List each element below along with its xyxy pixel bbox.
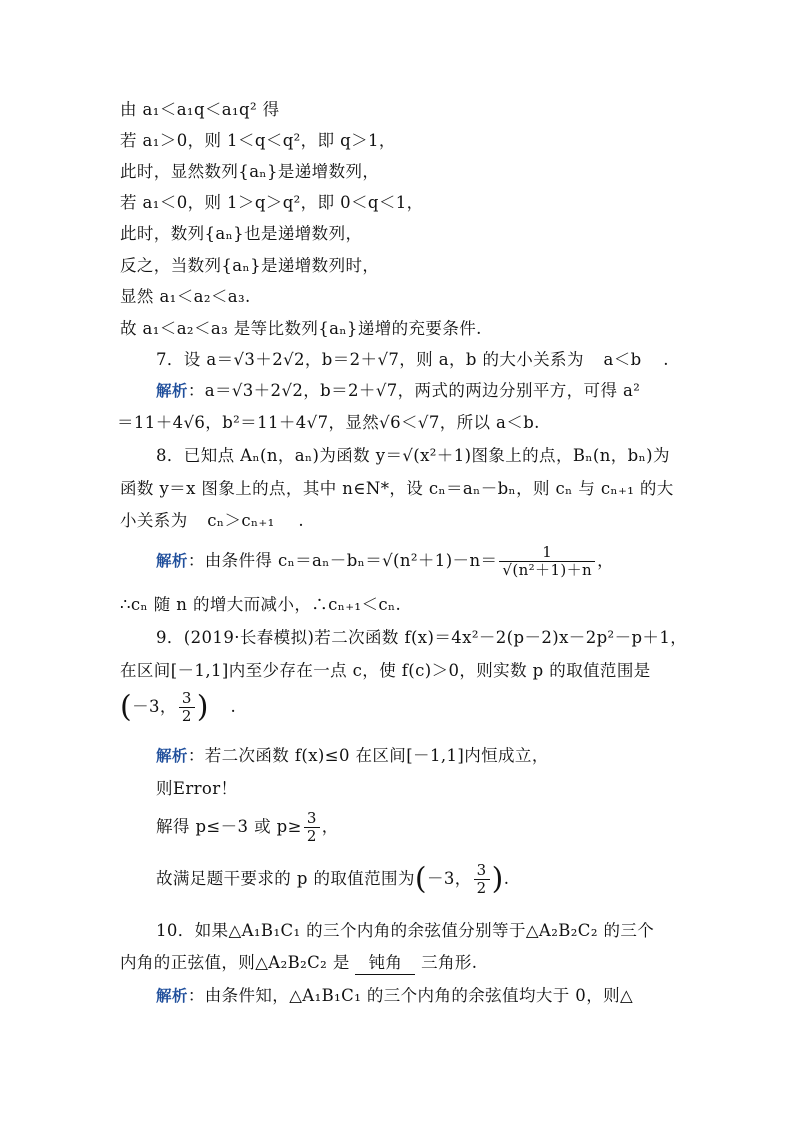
fraction	[499, 544, 595, 579]
solution-label: 解析	[156, 552, 188, 570]
question-10-line-2	[120, 952, 477, 975]
question-text: 7．设 a＝√3＋2√2，b＝2＋√7，则 a，b 的大小关系为	[156, 350, 584, 369]
punctuation: .	[503, 869, 510, 888]
solution-9-line-1	[156, 745, 549, 767]
fraction-numerator: 3	[304, 810, 320, 828]
text-line: 此时，数列{aₙ}也是递增数列，	[120, 224, 363, 243]
solution-7-line-2: ＝11＋4√6，b²＝11＋4√7，显然√6＜√7，所以 a＜b.	[117, 413, 540, 432]
punctuation: .	[663, 350, 669, 369]
solution-10-line-1	[156, 985, 633, 1007]
text-line: 由 a₁＜a₁q＜a₁q² 得	[120, 100, 280, 119]
solution-label: 解析	[156, 382, 188, 400]
question-8-line-2: 函数 y＝x 图象上的点，其中 n∈N*，设 cₙ＝aₙ－bₙ，则 cₙ 与 cₙ₊₁ 的大	[120, 479, 674, 498]
fraction-numerator: 3	[474, 862, 490, 880]
fraction	[304, 810, 320, 845]
question-9-line-1: 9．(2019·长春模拟)若二次函数 f(x)＝4x²－2(p－2)x－2p²－p＋1，	[156, 628, 688, 647]
solution-8-line-2: ∴cₙ 随 n 的增大而减小，∴cₙ₊₁＜cₙ.	[120, 595, 402, 614]
question-10-line-1: 10．如果△A₁B₁C₁ 的三个内角的余弦值分别等于△A₂B₂C₂ 的三个	[156, 921, 655, 940]
question-9-answer: (－3， $\frac{3}{2}$ ) .	[120, 689, 237, 725]
solution-text: ：由条件知，△A₁B₁C₁ 的三个内角的余弦值均大于 0，则△	[187, 986, 634, 1005]
question-text: 三角形.	[421, 953, 478, 972]
answer-blank: cₙ＞cₙ₊₁	[207, 511, 275, 530]
solution-label: 解析	[156, 987, 188, 1005]
text-line: 反之，当数列{aₙ}是递增数列时，	[120, 256, 380, 275]
solution-9-line-2: 则Error！	[156, 779, 238, 798]
answer-blank: 钝角	[355, 952, 415, 975]
answer-text: －3，	[426, 869, 472, 888]
punctuation: ，	[321, 817, 339, 836]
solution-label: 解析	[156, 747, 188, 765]
fraction-numerator: 1	[499, 544, 595, 562]
answer-text: －3，	[132, 697, 177, 716]
solution-7-line-1	[156, 380, 640, 402]
solution-9-line-3	[156, 810, 339, 845]
question-text: 小关系为	[120, 511, 188, 530]
fraction	[474, 862, 490, 897]
fraction	[179, 690, 195, 725]
fraction-denominator: √(n²＋1)＋n	[502, 561, 593, 579]
solution-text: ：a＝√3＋2√2，b＝2＋√7，两式的两边分别平方，可得 a²	[187, 381, 641, 400]
punctuation: ，	[597, 551, 615, 570]
solution-text: ：由条件得 cₙ＝aₙ－bₙ＝√(n²＋1)－n＝	[187, 551, 498, 570]
question-8-line-3: 小关系为 cₙ＞cₙ₊₁ .	[120, 511, 304, 530]
question-9-line-2: 在区间[－1,1]内至少存在一点 c，使 f(c)＞0，则实数 p 的取值范围是	[120, 661, 651, 680]
question-text: 内角的正弦值，则△A₂B₂C₂ 是	[120, 953, 350, 972]
solution-text: 解得 p≤－3 或 p≥	[156, 817, 302, 836]
solution-9-line-4: 故满足题干要求的 p 的取值范围为(－3， $\frac{3}{2}$ ).	[156, 861, 510, 897]
fraction-numerator: 3	[179, 690, 195, 708]
answer-blank: a＜b	[603, 350, 642, 369]
text-line: 此时，显然数列{aₙ}是递增数列，	[120, 162, 380, 181]
text-line: 若 a₁＜0，则 1＞q＞q²，即 0＜q＜1，	[120, 193, 424, 212]
solution-text: ：若二次函数 f(x)≤0 在区间[－1,1]内恒成立，	[187, 746, 549, 765]
fraction-denominator: 2	[306, 827, 317, 845]
solution-text: 故满足题干要求的 p 的取值范围为	[156, 869, 415, 888]
question-7	[156, 349, 669, 371]
text-line: 显然 a₁＜a₂＜a₃.	[120, 287, 251, 306]
question-8-line-1: 8．已知点 Aₙ(n，aₙ)为函数 y＝√(x²＋1)图象上的点，Bₙ(n，bₙ)为	[156, 446, 670, 465]
text-line: 故 a₁＜a₂＜a₃ 是等比数列{aₙ}递增的充要条件.	[120, 319, 482, 338]
fraction-denominator: 2	[476, 879, 487, 897]
solution-8-line-1	[156, 544, 614, 579]
fraction-denominator: 2	[181, 707, 192, 725]
text-line: 若 a₁＞0，则 1＜q＜q²，即 q＞1，	[120, 131, 396, 150]
